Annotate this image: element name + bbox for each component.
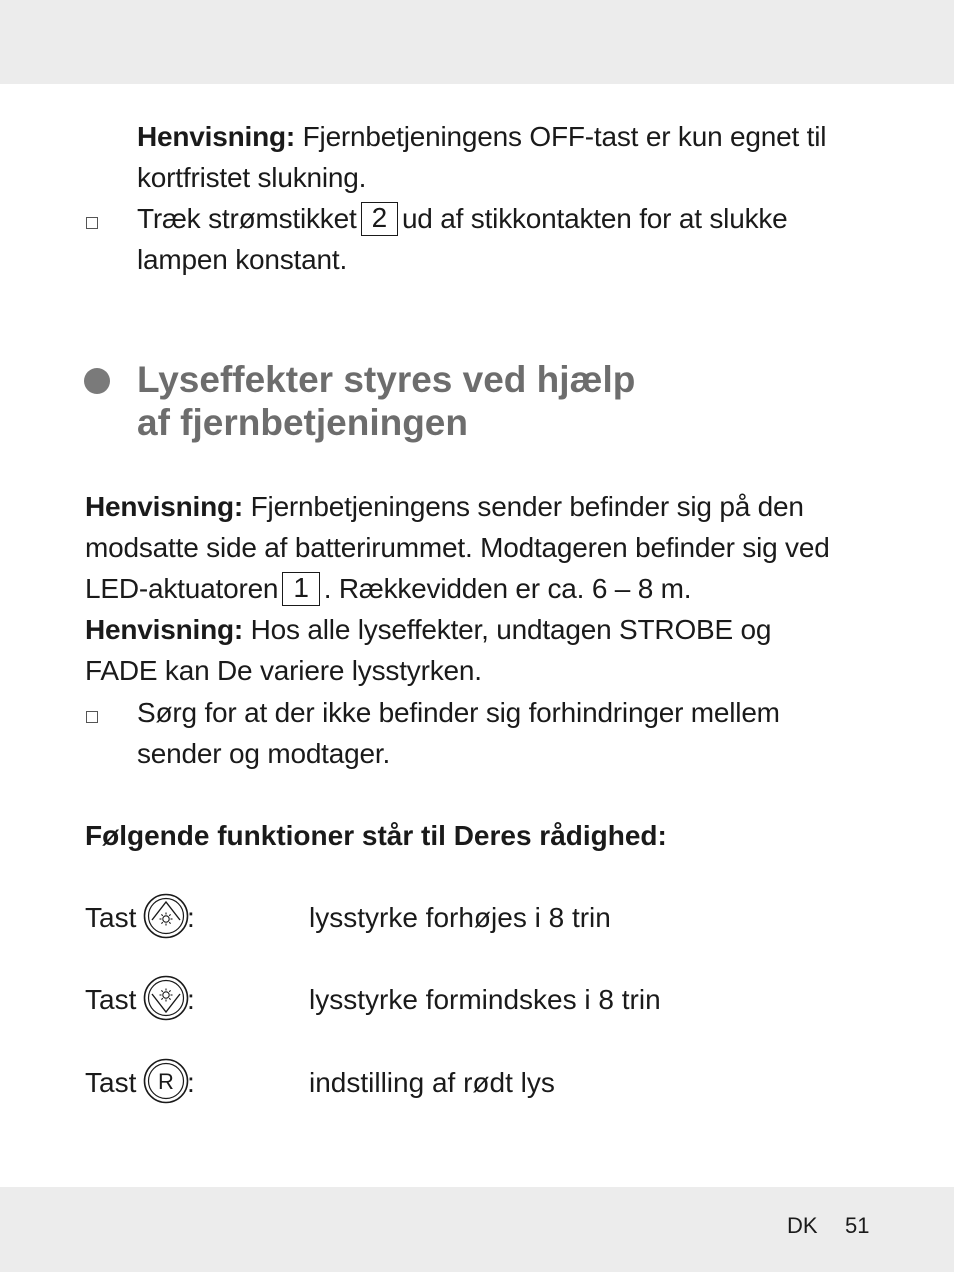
- function-description: indstilling af rødt lys: [309, 1067, 555, 1098]
- bullet-2-line-2: sender og modtager.: [137, 738, 391, 769]
- note-label: Henvisning:: [85, 614, 244, 645]
- note-text: Fjernbetjeningens sender befinder sig på den: [250, 491, 804, 522]
- functions-title: Følgende funktioner står til Deres rådighed:: [85, 820, 667, 851]
- page-number: 51: [845, 1213, 870, 1238]
- note-label: Henvisning:: [137, 121, 296, 152]
- function-row: [85, 975, 885, 1025]
- function-row: [85, 893, 885, 943]
- red-light-letter: R: [158, 1069, 174, 1094]
- note-2-line-3: [85, 568, 691, 609]
- function-label: Tast: [85, 1067, 137, 1098]
- red-light-icon: [143, 1058, 189, 1104]
- note-2-line-1: [85, 486, 804, 527]
- bullet-square-icon: [86, 217, 98, 229]
- brightness-down-icon: [143, 975, 189, 1021]
- bullet-text: Træk strømstikket: [137, 203, 357, 234]
- function-label: Tast: [85, 902, 137, 933]
- note-3-line-2: FADE kan De variere lysstyrken.: [85, 655, 482, 686]
- function-colon: :: [187, 1067, 195, 1098]
- bullet-2-line-1: Sørg for at der ikke befinder sig forhindringer mellem: [137, 697, 780, 728]
- reference-box: 2: [361, 202, 398, 236]
- function-colon: :: [187, 984, 195, 1015]
- note-text: LED-aktuatoren: [85, 573, 279, 604]
- note-1-line-1: [137, 116, 826, 157]
- heading-line-2: af fjernbetjeningen: [137, 402, 468, 443]
- note-label: Henvisning:: [85, 491, 244, 522]
- bullet-1-line-2: lampen konstant.: [137, 244, 348, 275]
- function-description: lysstyrke formindskes i 8 trin: [309, 984, 661, 1015]
- brightness-up-icon: [143, 893, 189, 939]
- reference-box: 1: [282, 572, 319, 606]
- function-row: [85, 1058, 885, 1108]
- note-text: . Rækkevidden er ca. 6 – 8 m.: [323, 573, 692, 604]
- function-colon: :: [187, 902, 195, 933]
- heading-line-1: Lyseffekter styres ved hjælp: [137, 359, 636, 400]
- note-text: Fjernbetjeningens OFF-tast er kun egnet til: [302, 121, 827, 152]
- bullet-text: ud af stikkontakten for at slukke: [401, 203, 788, 234]
- bullet-1-line-1: [137, 198, 788, 239]
- function-description: lysstyrke forhøjes i 8 trin: [309, 902, 611, 933]
- heading-bullet-icon: [84, 368, 110, 394]
- note-3-line-1: [85, 609, 771, 650]
- header-band: [0, 0, 954, 84]
- note-text: Hos alle lyseffekter, undtagen STROBE og: [250, 614, 772, 645]
- section-heading: [137, 358, 635, 444]
- function-label: Tast: [85, 984, 137, 1015]
- bullet-square-icon: [86, 711, 98, 723]
- note-1-line-2: kortfristet slukning.: [137, 162, 367, 193]
- footer-language: DK: [787, 1213, 818, 1238]
- note-2-line-2: modsatte side af batterirummet. Modtageren befinder sig ved: [85, 532, 830, 563]
